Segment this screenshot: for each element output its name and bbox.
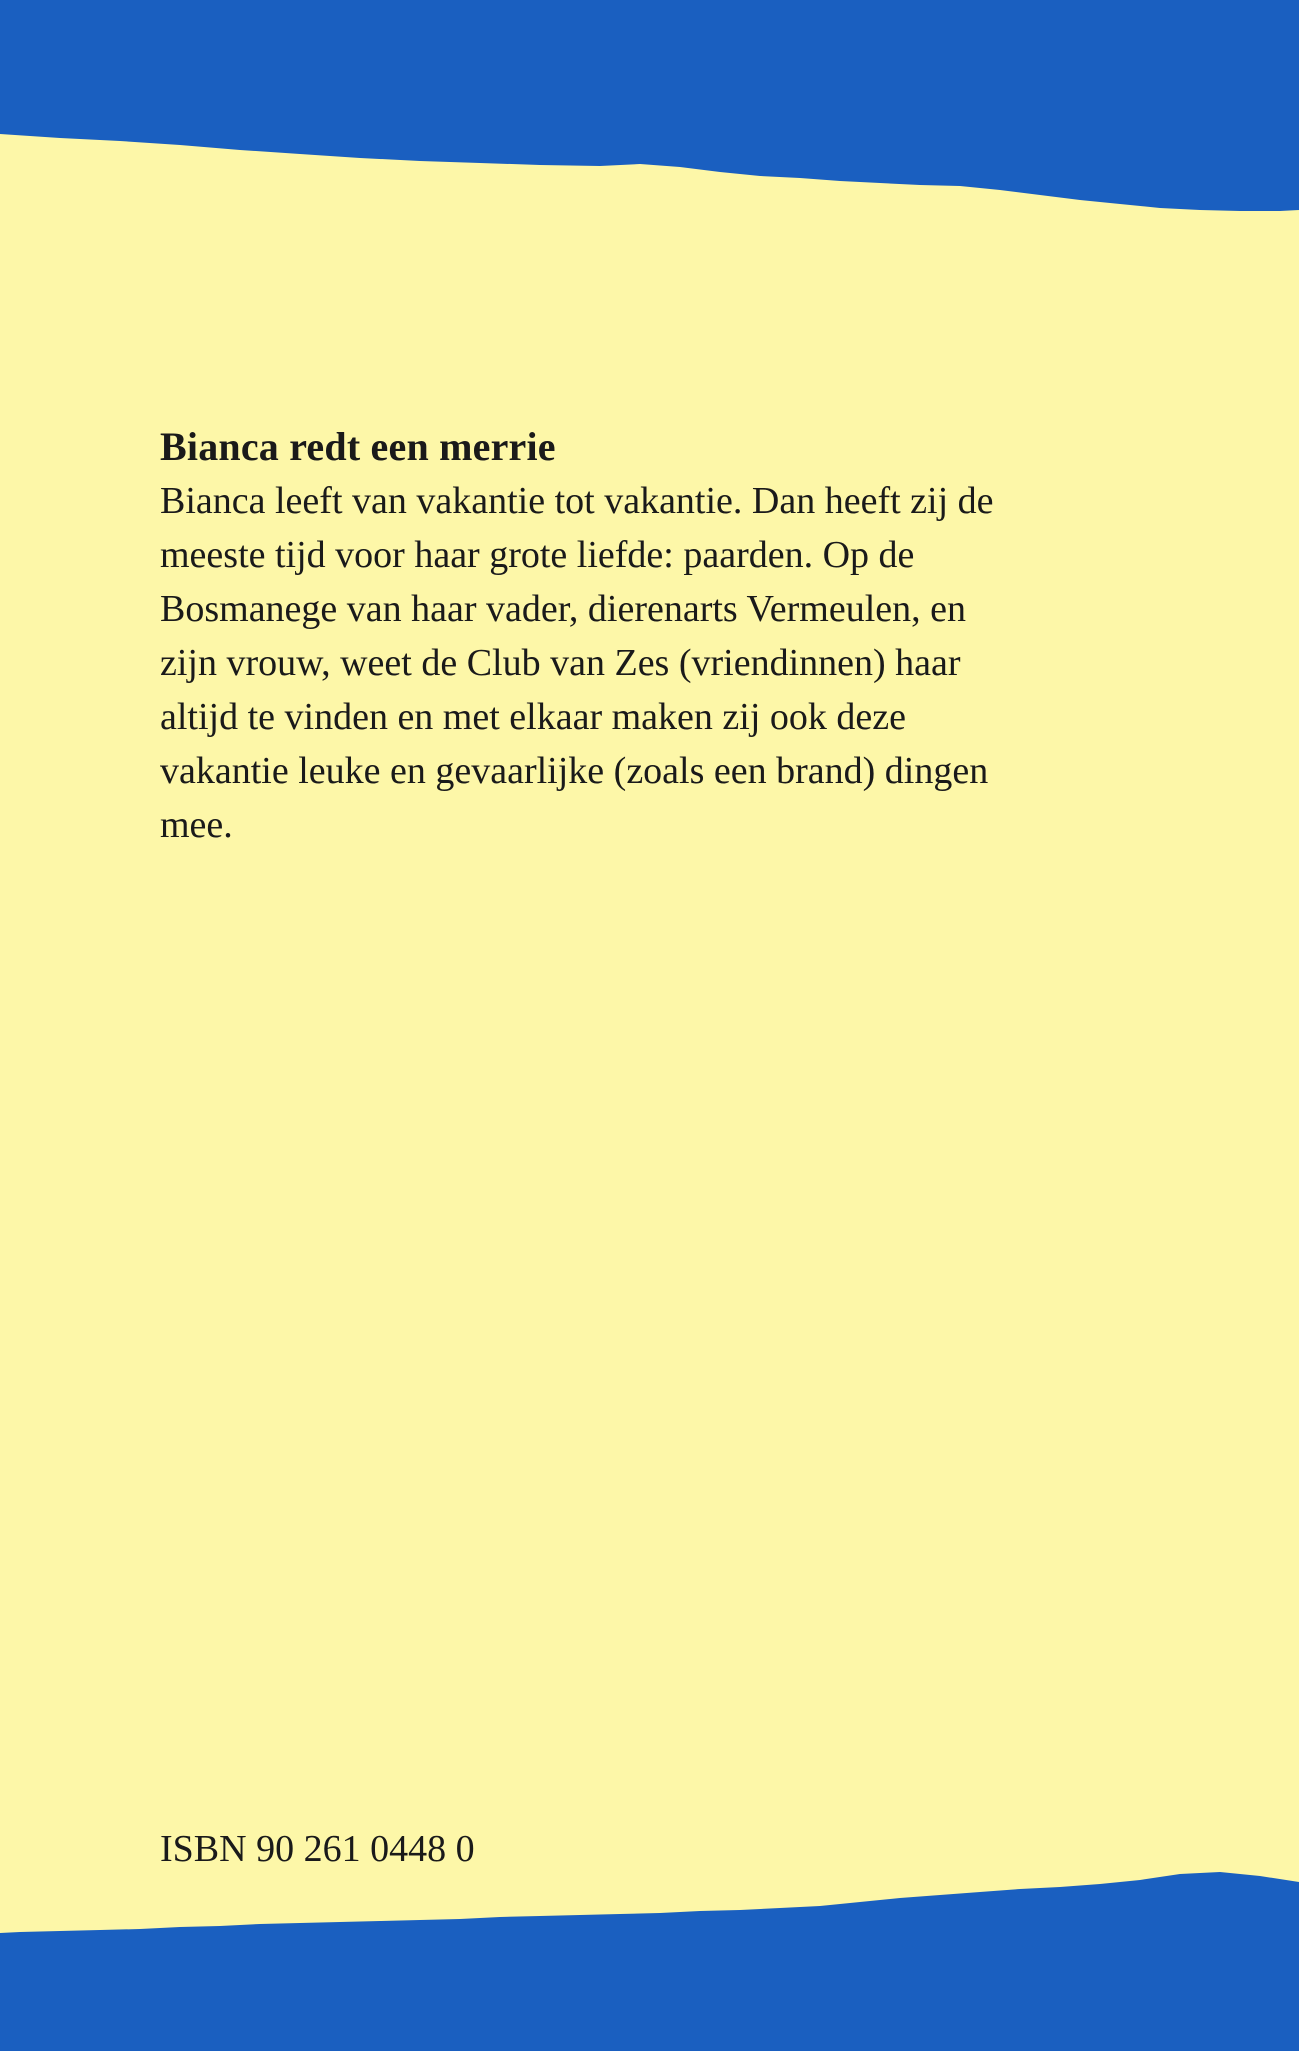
blurb-line: meeste tijd voor haar grote liefde: paarden. Op de	[160, 534, 915, 576]
blurb-line: altijd te vinden en met elkaar maken zij ook deze	[160, 696, 906, 738]
blurb-text	[160, 474, 1160, 852]
book-title: Bianca redt een merrie	[160, 424, 556, 469]
blurb-section	[160, 420, 1160, 852]
blurb-line: zijn vrouw, weet de Club van Zes (vriendinnen) haar	[160, 642, 961, 684]
yellow-paper	[0, 134, 1299, 1933]
isbn-number: ISBN 90 261 0448 0	[160, 1828, 475, 1870]
blurb-line: Bosmanege van haar vader, dierenarts Vermeulen, en	[160, 588, 966, 630]
blurb-line: vakantie leuke en gevaarlijke (zoals een brand) dingen	[160, 750, 989, 792]
blurb-line: Bianca leeft van vakantie tot vakantie. Dan heeft zij de	[160, 480, 994, 522]
blurb-line: mee.	[160, 804, 233, 846]
